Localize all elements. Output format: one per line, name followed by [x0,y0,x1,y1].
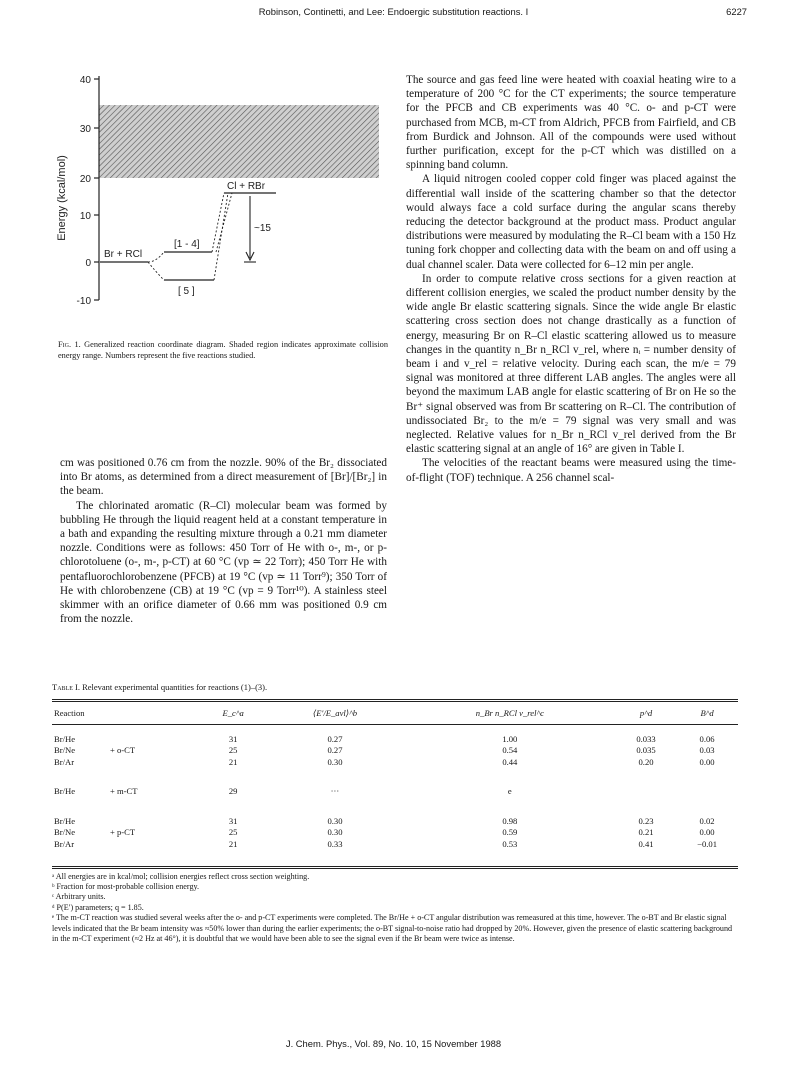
cell-b: 0.03 [699,745,715,756]
cell-density: 0.98 [502,815,518,826]
paragraph: The source and gas feed line were heated with coaxial heating wire to a temperature of 200 °C for the CT experiments; the source temperature for the PFCB and CB experiments was 40 °C. o- and p-CT were purchased from MCB, m-CT from Aldrich, PFCB from Fairfield, and CB from Burdick and Johnson. All of the compounds were used without further purification, except for the p-CT which was distilled on a spinning band column. [406,74,736,172]
y-ticks [94,79,99,300]
cell-b: 0.02 [699,815,715,826]
cell-density: 0.59 [502,827,518,838]
cell-energy-fraction: 0.27 [327,745,343,756]
cell-p: 0.41 [638,838,654,849]
table-row [52,733,738,745]
cell-reaction: Br/He [54,815,76,826]
cell-density: e [507,786,512,797]
page-number: 6227 [726,6,747,17]
energy-diagram [50,68,380,318]
footnote: ᶜ Arbitrary units. [52,892,106,902]
col-header-ec: E_c^a [200,701,266,725]
cell-p: 0.035 [636,745,656,756]
table-caption-text: Relevant experimental quantities for reactions (1)–(3). [82,682,268,692]
footnote: ᵈ P(E′) parameters; q = 1.85. [52,902,144,912]
y-tick-label: 30 [79,124,91,135]
cell-b: 0.00 [699,827,715,838]
label-products: Cl + RBr [227,181,266,192]
cell-energy-fraction: 0.30 [327,827,343,838]
y-tick-label: -10 [76,296,91,307]
col-header-b: B^d [676,701,738,725]
data-table [52,699,738,869]
cell-b [676,786,738,798]
col-header-energy-fraction: ⟨E′/E_avl⟩^b [266,701,403,725]
cell-ec: 25 [228,745,238,756]
cell-density: 0.54 [502,745,518,756]
cell-density: 1.00 [502,733,518,744]
table-row [52,815,738,827]
table-1 [52,682,738,944]
cell-ec: 31 [228,733,238,744]
collision-energy-region [99,105,379,178]
cell-ec: 21 [228,756,238,767]
cell-density: 0.44 [502,756,518,767]
cell-reaction: Br/Ar [54,838,75,849]
cell-ec: 21 [228,838,238,849]
cell-reaction: Br/Ne [54,745,76,756]
table-caption [52,682,738,692]
cell-p: 0.21 [638,827,654,838]
cell-energy-fraction: ··· [330,786,340,797]
cell-energy-fraction: 0.30 [327,815,343,826]
cell-ec: 25 [228,827,238,838]
cell-b: −0.01 [697,838,717,849]
cell-energy-fraction: 0.33 [327,838,343,849]
running-head [0,6,787,20]
col-header-reaction: Reaction [52,701,110,725]
cell-p [616,786,676,798]
paragraph: The chlorinated aromatic (R–Cl) molecular beam was formed by bubbling He through the liquid reagent held at a constant temperature in a bath and expanding the resulting mixture through a 0.21 mm diameter nozzle. Conditions were as follows: 450 Torr of He with o-, m-, or p-chlorotoluene (o-, m-, p-CT) at 60 °C (vp ≃ 22 Torr); 450 Torr He with pentafluorochlorobenzene (PFCB) at 19 °C (vp ≃ 11 Torr⁹); 350 Torr of He with chlorobenzene (CB) at 19 °C (vp = 9 Torr¹⁰). A stainless steel skimmer with an orifice diameter of 0.66 mm was positioned 0.9 cm from the nozzle. [60,499,387,626]
cell-b: 0.06 [699,733,715,744]
footnote: ᵇ Fraction for most-probable collision energy. [52,881,200,891]
label-complex-5: [ 5 ] [178,286,195,297]
paragraph: In order to compute relative cross sections for a given reaction at different collision energies, we scaled the product number density by the wide angle Br elastic scattering signals. Since the wide angle Br elastic scattering cross section does not change drastically as a function of energy, measuring Br on R–Cl elastic scattering allowed us to measure changes in the quantity n_Br n_RCl v_rel, where nᵢ = number density of beam i and v_rel = relative velocity. During each scan, the m/e = 79 signal was monitored at three different LAB angles. The angles were all beyond the maximum LAB angle for elastic scattering of Br on He so the Br⁺ signal observed was from Br scattering on R–Cl. The contribution of undissociated Br₂ to the m/e = 79 signal was very small and was neglected. Relative values for n_Br n_RCl v_rel derived from the Br elastic scattering signal at an angle of 16° are given in Table I. [406,272,736,456]
footnote: ᵉ The m-CT reaction was studied several weeks after the o- and p-CT experiments were completed. The Br/He + o-CT angular distribution was remeasured at this time, however. The o-BT and Br elastic signal levels indicated that the Br beam intensity was ≈50% lower than during the earlier experiments; the o-BT signal-to-noise ratio had dropped by 20%. However, given the presence of elastic scattering background in the m-CT experiment (≈2 Hz at 46°), it is doubtful that we would have been able to see the signal even if the Br beam were twice as intense. [52,913,733,943]
cell-p: 0.20 [638,756,654,767]
left-column [60,456,387,626]
col-header-reagent [110,701,200,725]
cell-reagent: + m-CT [110,786,138,797]
cell-ec: 29 [228,786,238,797]
paragraph: The velocities of the reactant beams were measured using the time-of-flight (TOF) technique. A 256 channel scal- [406,457,736,484]
footnote: ᵃ All energies are in kcal/mol; collision energies reflect cross section weighting. [52,871,310,881]
reaction-paths [148,193,232,280]
cell-reagent: + o-CT [110,745,136,756]
caption-label: Fig. 1. [58,340,81,349]
cell-p: 0.033 [636,733,656,744]
y-tick-label: 40 [79,75,91,86]
cell-reaction: Br/Ne [54,827,76,838]
cell-reaction: Br/Ar [54,756,75,767]
table-row [52,786,738,798]
cell-reaction: Br/He [54,733,76,744]
figure-caption [58,340,388,361]
caption-text: Generalized reaction coordinate diagram. Shaded region indicates approximate collision energy range. Numbers represent the five reactions studied. [58,340,388,360]
cell-energy-fraction: 0.27 [327,733,343,744]
journal-footer: J. Chem. Phys., Vol. 89, No. 10, 15 November 1988 [285,1038,502,1049]
table-caption-label: Table I. [52,682,80,692]
y-axis-label: Energy (kcal/mol) [56,155,68,241]
label-complex-1-4: [1 - 4] [174,239,200,250]
cell-reaction: Br/He [54,786,76,797]
cell-ec: 31 [228,815,238,826]
table-footnotes [52,872,738,945]
right-column [406,73,736,485]
y-tick-label: 20 [79,174,91,185]
paragraph: A liquid nitrogen cooled copper cold finger was placed against the differential wall inside of the scattering chamber so that the detector would always face a cold surface during the angular scans thereby reducing the detector background at the product mass. Product angular distributions were measured by modulating the R–Cl beam with a 150 Hz tuning fork chopper and collecting data with the beam on and off using a dual channel scaler. Data were collected for 6–12 min per angle. [406,173,736,271]
cell-energy-fraction: 0.30 [327,756,343,767]
cell-density: 0.53 [502,838,518,849]
cell-p: 0.23 [638,815,654,826]
y-tick-label: 0 [85,258,91,269]
running-title: Robinson, Continetti, and Lee: Endoergic substitution reactions. I [258,6,529,17]
table-header-row [52,701,738,725]
figure-1 [50,68,380,318]
y-tick-label: 10 [79,211,91,222]
cell-reagent: + p-CT [110,827,136,838]
label-reactants: Br + RCl [104,249,143,260]
label-delta: ~15 [254,223,271,234]
cell-b: 0.00 [699,756,715,767]
col-header-density: n_Br n_RCl v_rel^c [404,701,616,725]
col-header-p: p^d [616,701,676,725]
paragraph: cm was positioned 0.76 cm from the nozzle. 90% of the Br₂ dissociated into Br atoms, as determined from a direct measurement of [Br]/[Br₂] in the beam. [60,457,387,498]
